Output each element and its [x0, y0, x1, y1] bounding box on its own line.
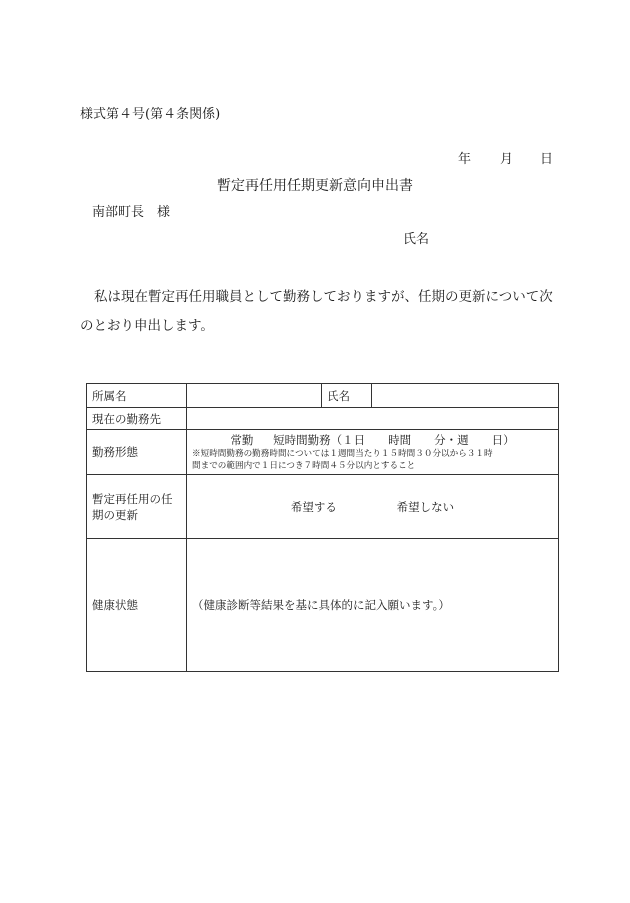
- form-number: 様式第４号(第４条関係): [80, 107, 221, 122]
- statement-paragraph: [80, 283, 555, 341]
- work-type-note-line-1: ※短時間勤務の勤務時間については１週間当たり１５時間３０分以から３１時: [192, 449, 493, 459]
- work-type-note-line-2: 間までの範囲内で１日につき７時間４５分以内とすること: [192, 461, 416, 471]
- renewal-field[interactable]: [187, 475, 559, 539]
- statement-text: 私は現在暫定再任用職員として勤務しておりますが、任期の更新について次のとおり申出します。: [80, 289, 553, 334]
- name-field[interactable]: [372, 384, 559, 408]
- work-type-short-option[interactable]: 短時間勤務（１日 時間 分・週 日）: [273, 433, 515, 447]
- health-note: （健康診断等結果を基に具体的に記入願います。）: [192, 598, 450, 612]
- addressee: 南部町長 様: [92, 205, 171, 220]
- row-affiliation: [87, 384, 559, 408]
- name-label: 氏名: [322, 384, 372, 408]
- work-type-field[interactable]: [187, 430, 559, 475]
- health-label: 健康状態: [87, 539, 187, 672]
- affiliation-label: 所属名: [87, 384, 187, 408]
- row-renewal: [87, 475, 559, 539]
- work-type-label: 勤務形態: [87, 430, 187, 475]
- renewal-option-yes[interactable]: 希望する: [290, 499, 337, 514]
- workplace-field[interactable]: [187, 408, 559, 430]
- renewal-label: 暫定再任用の任期の更新: [87, 475, 187, 539]
- applicant-name-label: 氏名: [403, 232, 430, 247]
- health-field[interactable]: [187, 539, 559, 672]
- affiliation-field[interactable]: [187, 384, 322, 408]
- date-year-label: 年: [458, 152, 472, 167]
- date-month-label: 月: [500, 152, 514, 167]
- application-form-table: [86, 383, 559, 672]
- work-type-full-option[interactable]: 常勤: [230, 433, 254, 447]
- workplace-label: 現在の勤務先: [87, 408, 187, 430]
- row-work-type: [87, 430, 559, 475]
- renewal-option-no[interactable]: 希望しない: [396, 499, 455, 514]
- row-workplace: [87, 408, 559, 430]
- document-title: 暫定再任用任期更新意向申出書: [217, 178, 413, 194]
- date-day-label: 日: [540, 152, 554, 167]
- row-health: [87, 539, 559, 672]
